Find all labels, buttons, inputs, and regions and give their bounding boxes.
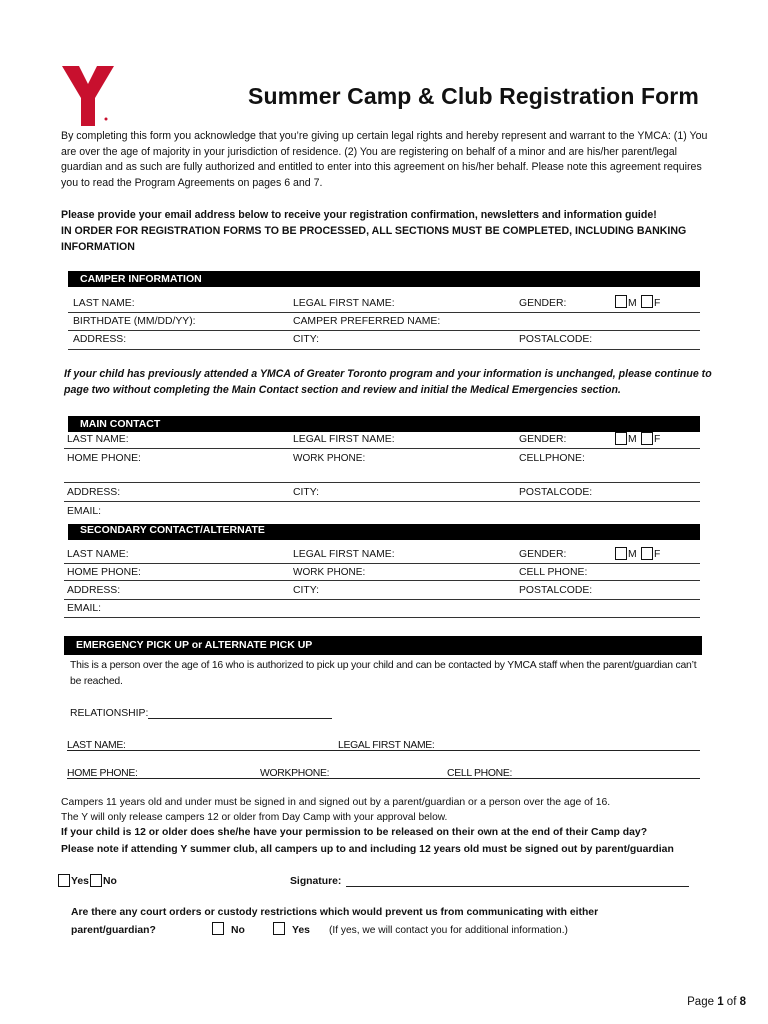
secondary-email-label: EMAIL: <box>67 603 102 614</box>
emergency-relationship-field[interactable] <box>148 718 332 719</box>
main-gender-f-label: F <box>654 434 661 445</box>
emergency-home-phone-label: HOME PHONE: <box>67 768 138 779</box>
main-work-phone-label: WORK PHONE: <box>293 453 366 464</box>
secondary-address-label: ADDRESS: <box>67 585 121 596</box>
intro-paragraph: By completing this form you acknowledge that you’re giving up certain legal rights and hereby represent and warrant to the YMCA: (1) You are over the age of majority in your jurisdiction of residence. (2) You are registering on behalf of a minor and are his/her parent/legal guardian and as such are fully authorized and entitled to enter into this agreement on his/her behalf. Please note this agreement requires you to read the Program Agreements on pages 6 and 7. <box>61 130 708 189</box>
signature-field[interactable] <box>346 886 689 887</box>
signature-label: Signature: <box>290 876 342 887</box>
camper-birthdate-label: BIRTHDATE (MM/DD/YY): <box>73 316 196 327</box>
emergency-pickup-header: EMERGENCY PICK UP or ALTERNATE PICK UP <box>64 636 702 655</box>
divider <box>68 330 700 331</box>
divider <box>68 349 700 350</box>
secondary-gender-f-checkbox[interactable] <box>641 547 653 563</box>
emergency-relationship-label: RELATIONSHIP: <box>70 708 149 719</box>
secondary-gender-m-checkbox[interactable] <box>615 547 627 563</box>
main-gender-f-checkbox[interactable] <box>641 432 653 448</box>
main-gender-label: GENDER: <box>519 434 567 445</box>
main-address-label: ADDRESS: <box>67 487 121 498</box>
camper-gender-m-checkbox[interactable] <box>615 295 627 311</box>
secondary-home-phone-label: HOME PHONE: <box>67 567 141 578</box>
divider <box>64 482 700 483</box>
emergency-name-field[interactable] <box>67 750 700 751</box>
camper-postal-label: POSTALCODE: <box>519 334 593 345</box>
release-no-checkbox[interactable] <box>90 874 102 890</box>
main-contact-header: MAIN CONTACT <box>68 416 700 432</box>
release-no-label: No <box>103 876 117 887</box>
divider <box>64 501 700 502</box>
secondary-postal-label: POSTALCODE: <box>519 585 593 596</box>
signout-line-4: Please note if attending Y summer club, all campers up to and including 12 years old must be signed out by parent/guardian <box>61 844 674 855</box>
divider <box>64 563 700 564</box>
secondary-last-name-label: LAST NAME: <box>67 549 129 560</box>
camper-last-name-label: LAST NAME: <box>73 298 135 309</box>
main-cell-phone-label: CELLPHONE: <box>519 453 585 464</box>
secondary-gender-m-label: M <box>628 549 637 560</box>
camper-information-header: CAMPER INFORMATION <box>68 271 700 287</box>
secondary-cell-phone-label: CELL PHONE: <box>519 567 588 578</box>
divider <box>64 448 700 449</box>
main-last-name-label: LAST NAME: <box>67 434 129 445</box>
emergency-legal-first-name-label: LEGAL FIRST NAME: <box>338 740 435 751</box>
custody-yes-checkbox[interactable] <box>273 922 285 938</box>
secondary-contact-header: SECONDARY CONTACT/ALTERNATE <box>68 524 700 540</box>
camper-address-label: ADDRESS: <box>73 334 127 345</box>
custody-yes-label: Yes <box>292 925 310 936</box>
custody-question-line-1: Are there any court orders or custody restrictions which would prevent us from communicating with either <box>71 907 599 918</box>
page-title: Summer Camp & Club Registration Form <box>248 83 699 109</box>
secondary-gender-f-label: F <box>654 549 661 560</box>
divider <box>64 580 700 581</box>
page-total: 8 <box>739 996 746 1008</box>
divider <box>68 312 700 313</box>
emergency-phone-field[interactable] <box>67 778 700 779</box>
page-of: of <box>726 996 737 1008</box>
email-notice: Please provide your email address below to receive your registration confirmation, newsletters and information guide! <box>61 209 657 221</box>
main-legal-first-name-label: LEGAL FIRST NAME: <box>293 434 395 445</box>
processing-notice: IN ORDER FOR REGISTRATION FORMS TO BE PROCESSED, ALL SECTIONS MUST BE COMPLETED, INCLUDING BANKING INFORMATION <box>61 225 687 253</box>
emergency-last-name-label: LAST NAME: <box>67 740 126 751</box>
main-gender-m-label: M <box>628 434 637 445</box>
main-postal-label: POSTALCODE: <box>519 487 593 498</box>
secondary-work-phone-label: WORK PHONE: <box>293 567 366 578</box>
release-yes-checkbox[interactable] <box>58 874 70 890</box>
main-email-label: EMAIL: <box>67 506 102 517</box>
main-gender-m-checkbox[interactable] <box>615 432 627 448</box>
custody-question-line-2: parent/guardian? <box>71 925 156 936</box>
camper-gender-m-label: M <box>628 298 637 309</box>
secondary-gender-label: GENDER: <box>519 549 567 560</box>
camper-gender-f-label: F <box>654 298 661 309</box>
signout-line-1: Campers 11 years old and under must be signed in and signed out by a parent/guardian or a person over the age of 16. <box>61 797 611 808</box>
divider <box>64 617 700 618</box>
release-yes-label: Yes <box>71 876 89 887</box>
camper-gender-label: GENDER: <box>519 298 567 309</box>
secondary-legal-first-name-label: LEGAL FIRST NAME: <box>293 549 395 560</box>
camper-legal-first-name-label: LEGAL FIRST NAME: <box>293 298 395 309</box>
camper-gender-f-checkbox[interactable] <box>641 295 653 311</box>
page-prefix: Page <box>687 996 714 1008</box>
custody-no-checkbox[interactable] <box>212 922 224 938</box>
returning-camper-note: If your child has previously attended a YMCA of Greater Toronto program and your information is unchanged, please continue to page two without completing the Main Contact section and review and initial the Medical Emergencies section. <box>64 368 712 396</box>
custody-note: (If yes, we will contact you for additional information.) <box>329 925 568 936</box>
divider <box>64 599 700 600</box>
camper-city-label: CITY: <box>293 334 319 345</box>
signout-line-2: The Y will only release campers 12 or older from Day Camp with your approval below. <box>61 812 448 823</box>
emergency-description: This is a person over the age of 16 who is authorized to pick up your child and can be contacted by YMCA staff when the parent/guardian can’t be reached. <box>70 660 697 687</box>
page-number <box>687 996 746 1008</box>
secondary-city-label: CITY: <box>293 585 319 596</box>
ymca-logo-icon <box>62 64 114 126</box>
page-current: 1 <box>717 996 724 1008</box>
ymca-logo <box>62 64 114 126</box>
camper-preferred-name-label: CAMPER PREFERRED NAME: <box>293 316 441 327</box>
emergency-cell-phone-label: CELL PHONE: <box>447 768 513 779</box>
custody-no-label: No <box>231 925 245 936</box>
main-city-label: CITY: <box>293 487 319 498</box>
signout-line-3: If your child is 12 or older does she/he have your permission to be released on their own at the end of their Camp day? <box>61 827 648 838</box>
emergency-work-phone-label: WORKPHONE: <box>260 768 330 779</box>
main-home-phone-label: HOME PHONE: <box>67 453 141 464</box>
